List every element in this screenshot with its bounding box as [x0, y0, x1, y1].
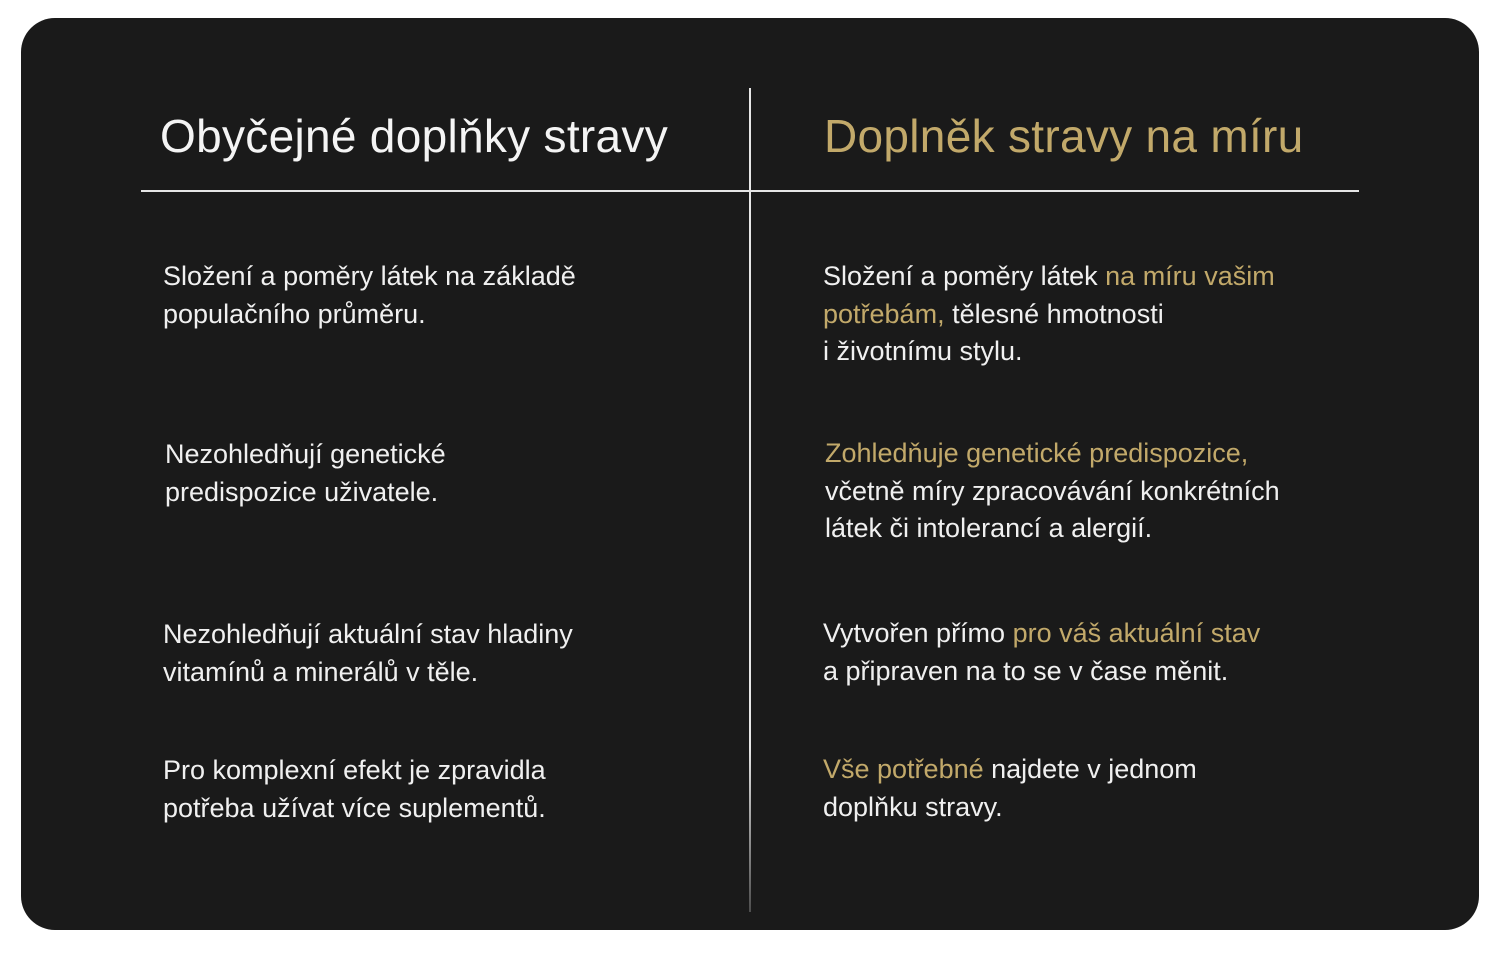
left-item-composition-line-1: Složení a poměry látek na základě [163, 261, 576, 291]
comparison-card [21, 18, 1479, 930]
right-item-composition-text: Složení a poměry látek [823, 261, 1106, 291]
right-item-genetics-line-2: včetně míry zpracovávání konkrétních [825, 475, 1280, 506]
right-item-genetics-line-1: Zohledňuje genetické predispozice, [825, 438, 1249, 468]
left-item-multiple-supplements [163, 752, 546, 827]
right-item-current-state-text: Vytvořen přímo [823, 618, 1013, 648]
right-item-genetics [825, 435, 1280, 548]
right-item-composition-line-2 [823, 296, 1275, 334]
right-item-current-state [823, 615, 1260, 690]
left-item-genetics-line-1: Nezohledňují genetické [165, 439, 446, 469]
right-item-composition-accent: na míru vašim [1105, 261, 1275, 291]
left-item-genetics [165, 436, 446, 511]
left-item-multiple-supplements-line-1: Pro komplexní efekt je zpravidla [163, 755, 546, 785]
right-item-current-state-accent: pro váš aktuální stav [1012, 618, 1261, 648]
right-item-composition-line-3: i životnímu stylu. [823, 336, 1023, 366]
left-item-current-state-line-1: Nezohledňují aktuální stav hladiny [163, 619, 573, 649]
column-divider [749, 88, 751, 912]
right-item-all-in-one-accent: Vše potřebné [823, 754, 984, 784]
left-item-composition-line-2: populačního průměru. [163, 298, 426, 329]
regular-supplements-heading: Obyčejné doplňky stravy [160, 110, 669, 162]
right-item-composition-text-2: tělesné hmotnosti [944, 298, 1164, 329]
right-item-composition [823, 258, 1275, 371]
right-item-composition-accent-2: potřebám, [823, 298, 945, 329]
right-item-current-state-line-2: a připraven na to se v čase měnit. [823, 655, 1229, 686]
right-item-current-state-line-1 [823, 615, 1260, 653]
left-item-multiple-supplements-line-2: potřeba užívat více suplementů. [163, 792, 546, 823]
custom-supplement-heading: Doplněk stravy na míru [824, 110, 1304, 162]
right-item-composition-line-1 [823, 258, 1275, 296]
right-item-genetics-line-3: látek či intolerancí a alergií. [825, 513, 1153, 543]
right-item-all-in-one-line-2: doplňku stravy. [823, 791, 1003, 822]
left-item-genetics-line-2: predispozice uživatele. [165, 476, 439, 507]
right-item-all-in-one [823, 751, 1197, 826]
left-item-current-state-line-2: vitamínů a minerálů v těle. [163, 656, 479, 687]
right-item-all-in-one-line-1 [823, 751, 1197, 789]
left-item-current-state [163, 616, 573, 691]
header-divider [141, 190, 1359, 192]
left-item-composition [163, 258, 576, 333]
right-item-all-in-one-text: najdete v jednom [983, 754, 1197, 784]
